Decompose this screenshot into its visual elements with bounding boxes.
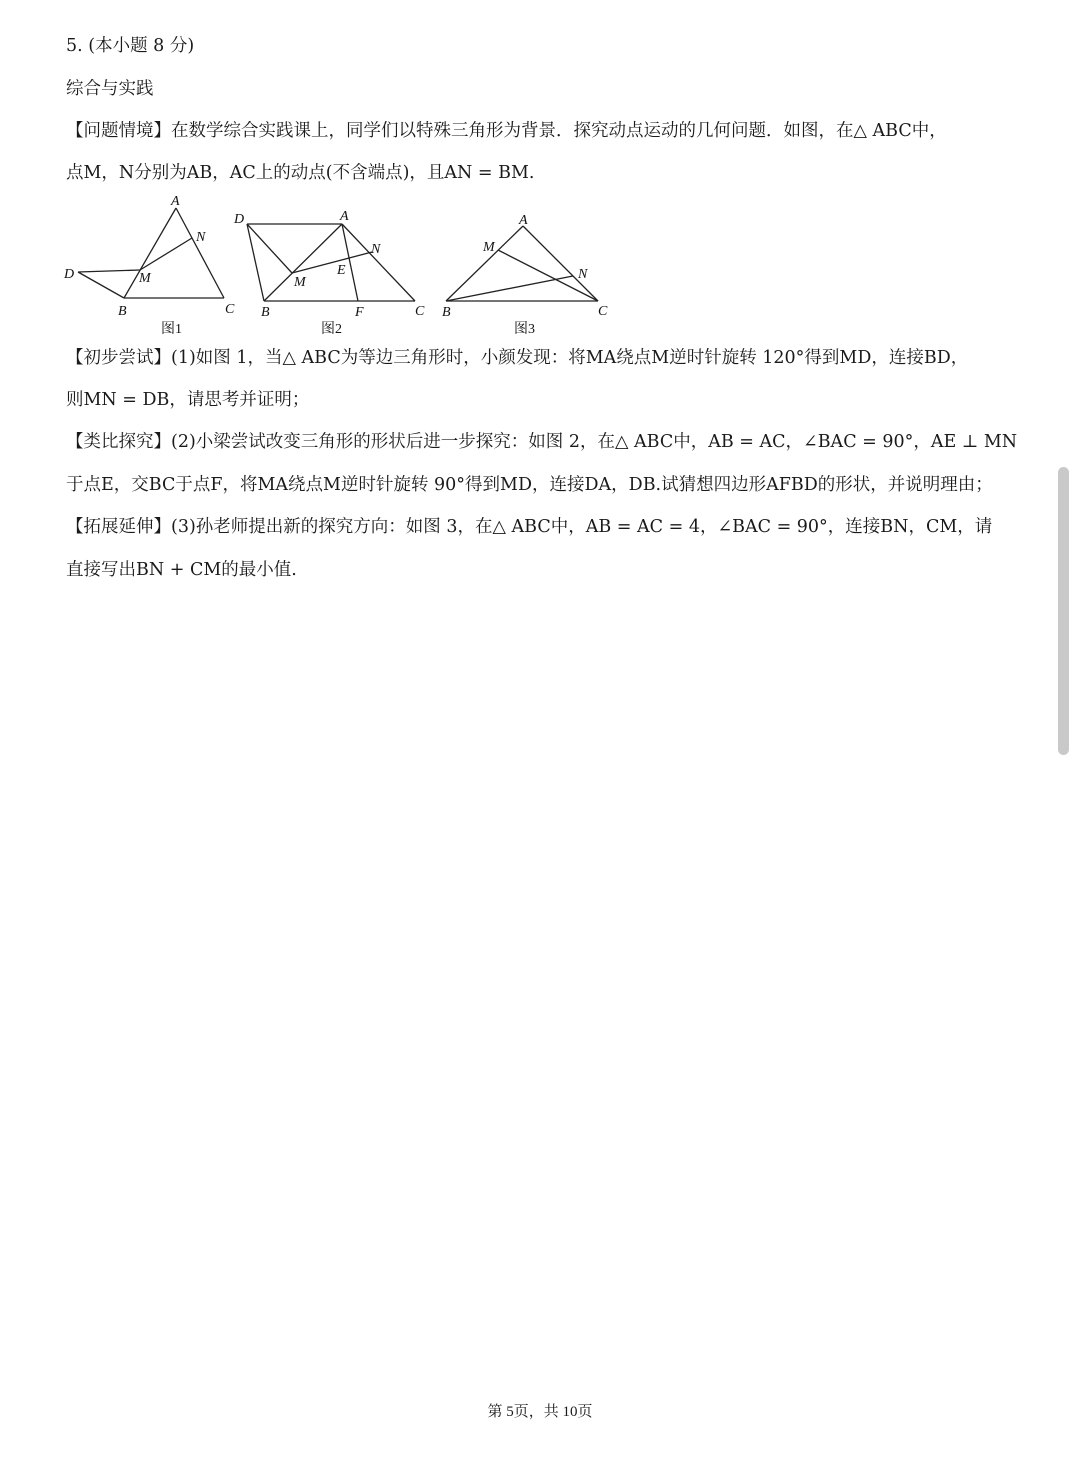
fig2-segment-ac	[342, 224, 415, 301]
fig3-segment-bn	[446, 276, 573, 301]
fig2-label-a: A	[340, 209, 349, 224]
extension-line-1: 【拓展延伸】(3)孙老师提出新的探究方向：如图 3，在△ ABC中，AB = AC = 4，∠BAC = 90°，连接BN，CM，请	[66, 517, 993, 537]
vertical-scrollbar[interactable]	[1058, 467, 1069, 755]
fig1-segment-md	[78, 270, 140, 272]
fig3-label-c: C	[598, 304, 608, 319]
fig3-label-a: A	[519, 213, 528, 228]
fig2-label-b: B	[261, 305, 270, 320]
fig2-label-d: D	[234, 212, 245, 227]
fig1-label-d: D	[64, 267, 75, 282]
fig1-segment-mn	[140, 238, 192, 270]
fig2-label-m: M	[294, 275, 306, 290]
question-number: 5. (本小题 8 分)	[66, 36, 195, 56]
fig1-segment-ac	[176, 208, 224, 298]
fig1-label-c: C	[225, 302, 235, 317]
fig2-label-f: F	[355, 305, 364, 320]
fig3-label-b: B	[442, 305, 451, 320]
fig3-segment-ac	[523, 226, 598, 301]
extension-line-2: 直接写出BN + CM的最小值.	[66, 560, 297, 580]
fig3-label-n: N	[578, 267, 588, 282]
fig2-segment-mn	[292, 252, 372, 273]
fig1-label-a: A	[171, 194, 180, 209]
fig2-label-n: N	[371, 242, 381, 257]
fig3-label-m: M	[483, 240, 495, 255]
fig1-caption: 图1	[161, 322, 182, 337]
initial-attempt-line-2: 则MN = DB，请思考并证明；	[66, 390, 310, 410]
fig3-caption: 图3	[514, 322, 535, 337]
fig3-segment-ab	[446, 226, 523, 301]
initial-attempt-line-1: 【初步尝试】(1)如图 1，当△ ABC为等边三角形时，小颜发现：将MA绕点M逆时针旋转 120°得到MD，连接BD，	[66, 348, 969, 368]
problem-context-line-2: 点M，N分别为AB，AC上的动点(不含端点)，且AN = BM.	[66, 163, 535, 183]
fig1-label-m: M	[139, 271, 151, 286]
fig2-caption: 图2	[321, 322, 342, 337]
fig1-label-b: B	[118, 304, 127, 319]
fig2-segment-dm	[247, 224, 292, 273]
fig1-label-n: N	[196, 230, 206, 245]
problem-context-line-1: 【问题情境】在数学综合实践课上，同学们以特殊三角形为背景．探究动点运动的几何问题．如图，在△ ABC中，	[66, 121, 947, 141]
page-footer: 第 5页，共 10页	[487, 1404, 593, 1420]
geometry-figures	[60, 190, 620, 344]
fig2-label-e: E	[337, 263, 346, 278]
fig1-segment-db	[78, 272, 124, 298]
analogy-exploration-line-2: 于点E，交BC于点F，将MA绕点M逆时针旋转 90°得到MD，连接DA，DB.试猜想四边形AFBD的形状，并说明理由；	[66, 475, 993, 495]
fig2-segment-db	[247, 224, 264, 301]
section-title: 综合与实践	[66, 79, 154, 99]
figures-svg	[60, 190, 620, 340]
fig2-label-c: C	[415, 304, 425, 319]
analogy-exploration-line-1: 【类比探究】(2)小梁尝试改变三角形的形状后进一步探究：如图 2，在△ ABC中，AB = AC，∠BAC = 90°，AE ⊥ MN	[66, 432, 1018, 452]
